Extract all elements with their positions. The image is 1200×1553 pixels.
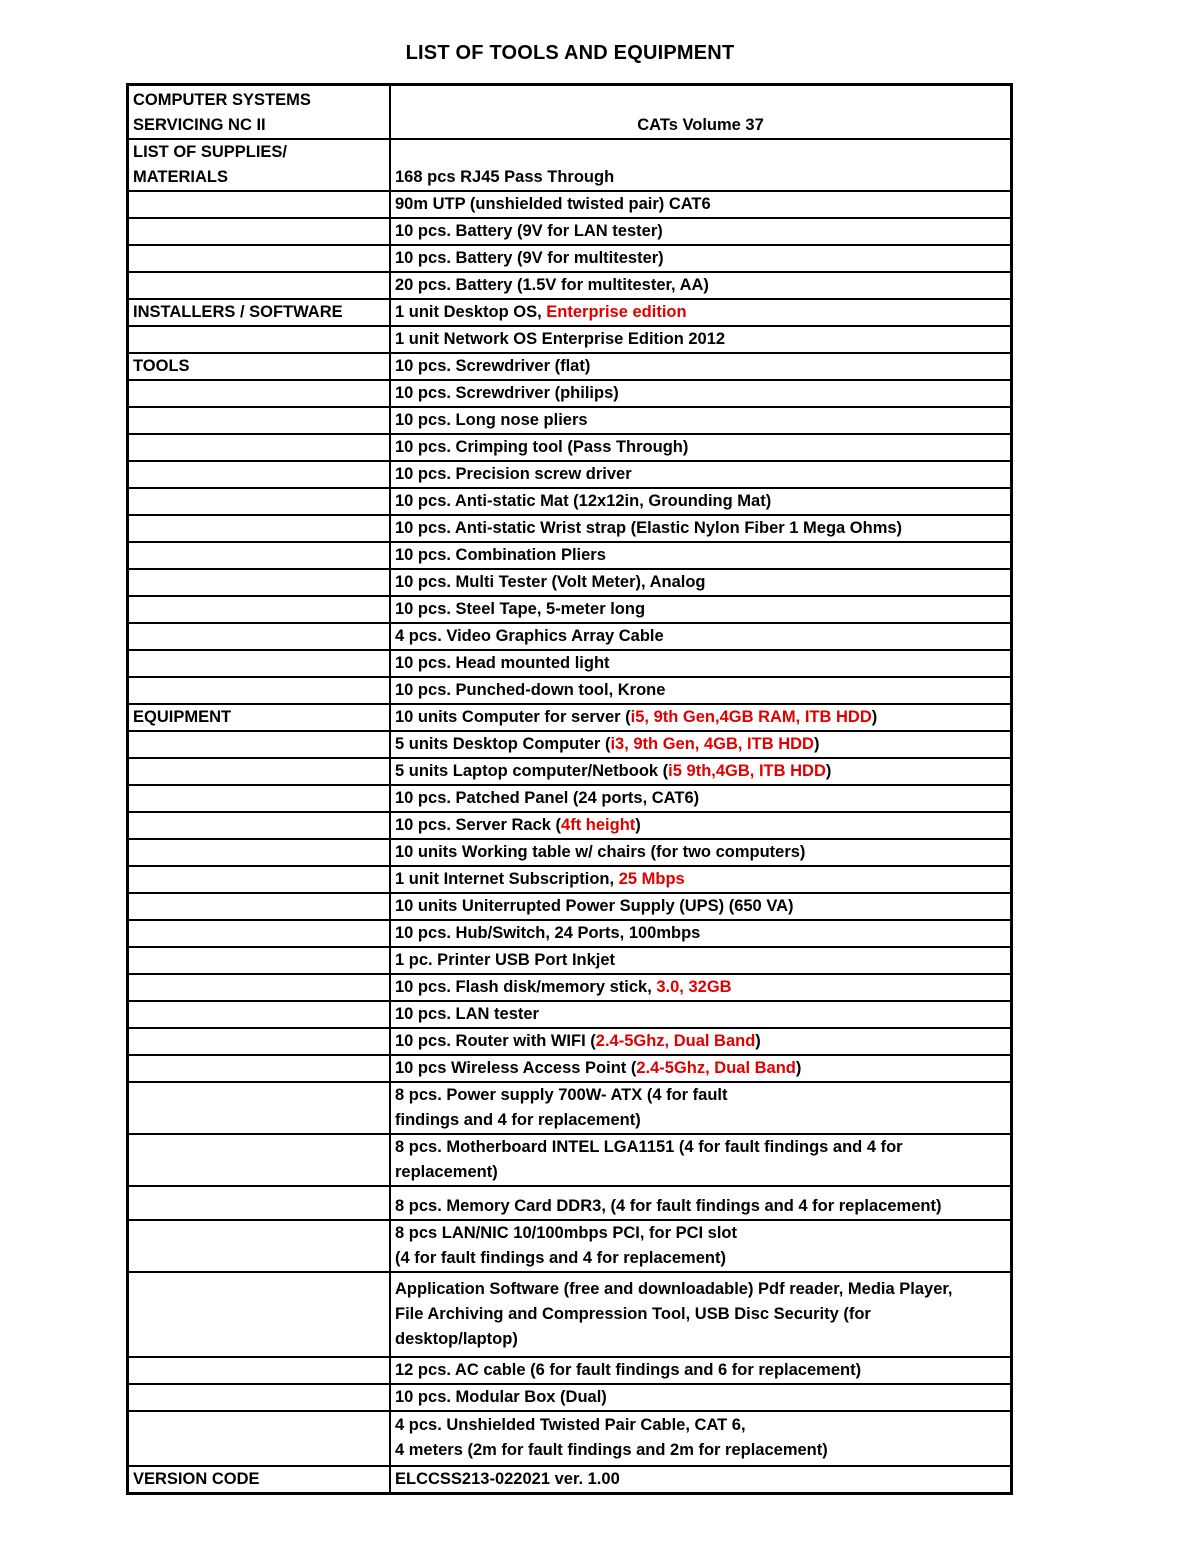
table-row	[128, 1357, 1012, 1384]
item-text: 10 pcs. Punched-down tool, Krone	[395, 680, 666, 699]
table-row	[128, 1186, 1012, 1220]
table-row	[128, 326, 1012, 353]
table-row	[128, 1220, 1012, 1272]
table-row	[128, 1001, 1012, 1028]
category-cell-empty	[128, 920, 391, 947]
volume-cell: CATs Volume 37	[390, 85, 1012, 139]
item-description	[390, 488, 1012, 515]
category-cell-empty	[128, 974, 391, 1001]
category-cell-empty	[128, 569, 391, 596]
item-text: 10 pcs. Battery (9V for LAN tester)	[395, 221, 663, 240]
category-cell-empty	[128, 515, 391, 542]
item-description	[390, 353, 1012, 380]
item-text: 10 pcs. Long nose pliers	[395, 410, 588, 429]
item-description	[390, 380, 1012, 407]
item-description	[390, 139, 1012, 191]
item-description	[390, 812, 1012, 839]
qualification-cell	[128, 85, 391, 139]
item-description	[390, 542, 1012, 569]
item-description	[390, 272, 1012, 299]
table-row	[128, 677, 1012, 704]
category-cell-empty	[128, 542, 391, 569]
item-text: 8 pcs. Memory Card DDR3, (4 for fault findings and 4 for replacement)	[395, 1196, 942, 1215]
item-text: 10 units Uniterrupted Power Supply (UPS) (650 VA)	[395, 896, 794, 915]
item-text: 10 units Computer for server (	[395, 707, 631, 726]
item-text: 4 pcs. Video Graphics Array Cable	[395, 626, 664, 645]
highlighted-spec: 3.0, 32GB	[656, 977, 732, 996]
table-row	[128, 272, 1012, 299]
table-header-row	[128, 85, 1012, 139]
category-cell-empty	[128, 623, 391, 650]
item-description	[390, 1082, 1012, 1134]
item-description	[390, 947, 1012, 974]
table-row	[128, 1055, 1012, 1082]
table-row	[128, 1466, 1012, 1494]
category-cell-empty	[128, 1134, 391, 1186]
item-text: )	[755, 1031, 761, 1050]
table-row	[128, 893, 1012, 920]
category-cell-empty	[128, 1384, 391, 1411]
item-text: 10 pcs. Screwdriver (flat)	[395, 356, 591, 375]
item-description	[390, 1411, 1012, 1466]
item-description	[390, 407, 1012, 434]
qualification-line-2: SERVICING NC II	[133, 115, 266, 134]
table-row	[128, 569, 1012, 596]
item-description-line: findings and 4 for replacement)	[395, 1110, 641, 1129]
item-text: 10 pcs. Combination Pliers	[395, 545, 606, 564]
item-text: 20 pcs. Battery (1.5V for multitester, AA)	[395, 275, 709, 294]
item-description	[390, 191, 1012, 218]
item-text: 10 pcs. Anti-static Wrist strap (Elastic Nylon Fiber 1 Mega Ohms)	[395, 518, 903, 537]
table-row	[128, 785, 1012, 812]
table-row	[128, 1272, 1012, 1357]
item-text: 10 pcs. Screwdriver (philips)	[395, 383, 619, 402]
category-cell-empty	[128, 1082, 391, 1134]
highlighted-spec: 25 Mbps	[618, 869, 685, 888]
item-text: 10 pcs. Steel Tape, 5-meter long	[395, 599, 646, 618]
item-text: 10 pcs. Crimping tool (Pass Through)	[395, 437, 689, 456]
table-row	[128, 1082, 1012, 1134]
table-row	[128, 704, 1012, 731]
item-text: 5 units Desktop Computer (	[395, 734, 611, 753]
category-cell-empty	[128, 1411, 391, 1466]
item-text: )	[871, 707, 878, 726]
item-text: 10 pcs. Patched Panel (24 ports, CAT6)	[395, 788, 700, 807]
category-cell-empty	[128, 1357, 391, 1384]
item-description-line: 8 pcs. Motherboard INTEL LGA1151 (4 for fault findings and 4 for	[395, 1137, 903, 1156]
category-cell-empty	[128, 1028, 391, 1055]
item-description	[390, 1272, 1012, 1357]
category-cell-empty	[128, 1001, 391, 1028]
item-description	[390, 893, 1012, 920]
item-description	[390, 1028, 1012, 1055]
tools-equipment-table	[126, 83, 1013, 1495]
item-description	[390, 596, 1012, 623]
category-label: TOOLS	[128, 353, 391, 380]
item-text: 5 units Laptop computer/Netbook (	[395, 761, 669, 780]
table-row	[128, 650, 1012, 677]
item-text: )	[635, 815, 641, 834]
table-row	[128, 758, 1012, 785]
highlighted-spec: i3, 9th Gen, 4GB, ITB HDD	[610, 734, 814, 753]
qualification-line-1: COMPUTER SYSTEMS	[133, 90, 311, 109]
table-row	[128, 380, 1012, 407]
item-description	[390, 866, 1012, 893]
highlighted-spec: i5 9th,4GB, ITB HDD	[668, 761, 826, 780]
category-cell-empty	[128, 488, 391, 515]
item-description-line: 4 meters (2m for fault findings and 2m for replacement)	[395, 1441, 828, 1459]
category-label: VERSION CODE	[128, 1466, 391, 1494]
item-text: 10 pcs. Flash disk/memory stick,	[395, 977, 657, 996]
category-cell-empty	[128, 1186, 391, 1220]
item-description-line: replacement)	[395, 1162, 498, 1181]
item-text: 12 pcs. AC cable (6 for fault findings and 6 for replacement)	[395, 1360, 862, 1379]
category-cell-empty	[128, 1272, 391, 1357]
table-row	[128, 839, 1012, 866]
table-row	[128, 731, 1012, 758]
table-row	[128, 139, 1012, 191]
item-description	[390, 1466, 1012, 1494]
item-description	[390, 326, 1012, 353]
item-description-line: File Archiving and Compression Tool, USB Disc Security (for	[395, 1304, 871, 1323]
item-text: 10 pcs. Battery (9V for multitester)	[395, 248, 664, 267]
item-description	[390, 974, 1012, 1001]
category-cell-empty	[128, 893, 391, 920]
item-description	[390, 704, 1012, 731]
item-description-line: 4 pcs. Unshielded Twisted Pair Cable, CAT 6,	[395, 1416, 746, 1434]
table-row	[128, 407, 1012, 434]
table-row	[128, 623, 1012, 650]
item-text: ELCCSS213-022021 ver. 1.00	[395, 1469, 620, 1488]
item-description	[390, 623, 1012, 650]
category-cell-empty	[128, 731, 391, 758]
category-cell-empty	[128, 866, 391, 893]
table-row	[128, 866, 1012, 893]
item-text: 10 pcs. Precision screw driver	[395, 464, 632, 483]
highlighted-spec: 2.4-5Ghz, Dual Band	[595, 1031, 756, 1050]
item-description	[390, 677, 1012, 704]
item-description	[390, 461, 1012, 488]
item-text: 10 pcs. Modular Box (Dual)	[395, 1387, 607, 1406]
item-text: 10 pcs. LAN tester	[395, 1004, 539, 1023]
item-text: 168 pcs RJ45 Pass Through	[395, 167, 615, 186]
item-description	[390, 1186, 1012, 1220]
table-row	[128, 1028, 1012, 1055]
category-cell-empty	[128, 272, 391, 299]
category-cell-empty	[128, 785, 391, 812]
item-description	[390, 1384, 1012, 1411]
item-description	[390, 758, 1012, 785]
category-cell-empty	[128, 407, 391, 434]
item-description	[390, 1220, 1012, 1272]
table-row	[128, 353, 1012, 380]
item-text: 10 units Working table w/ chairs (for two computers)	[395, 842, 806, 861]
category-cell-empty	[128, 461, 391, 488]
category-cell-empty	[128, 1220, 391, 1272]
item-description-line: 8 pcs. Power supply 700W- ATX (4 for fault	[395, 1085, 728, 1104]
category-cell-empty	[128, 947, 391, 974]
item-description-line: 8 pcs LAN/NIC 10/100mbps PCI, for PCI slot	[395, 1223, 738, 1242]
table-row	[128, 1411, 1012, 1466]
item-description	[390, 920, 1012, 947]
category-cell-empty	[128, 380, 391, 407]
item-description	[390, 569, 1012, 596]
item-text: )	[813, 734, 820, 753]
item-text: 10 pcs. Anti-static Mat (12x12in, Grounding Mat)	[395, 491, 772, 510]
category-cell-empty	[128, 677, 391, 704]
table-row	[128, 434, 1012, 461]
category-label: LIST OF SUPPLIES/ MATERIALS	[128, 139, 391, 191]
table-row	[128, 515, 1012, 542]
item-description	[390, 218, 1012, 245]
table-row	[128, 542, 1012, 569]
item-description	[390, 515, 1012, 542]
table-row	[128, 596, 1012, 623]
category-cell-empty	[128, 1055, 391, 1082]
item-text: 10 pcs Wireless Access Point (	[395, 1058, 637, 1077]
category-label: INSTALLERS / SOFTWARE	[128, 299, 391, 326]
item-text: 1 pc. Printer USB Port Inkjet	[395, 950, 616, 969]
table-row	[128, 920, 1012, 947]
category-cell-empty	[128, 758, 391, 785]
item-text: 10 pcs. Router with WIFI (	[395, 1031, 596, 1050]
item-description-line: desktop/laptop)	[395, 1329, 518, 1348]
item-text: 1 unit Internet Subscription,	[395, 869, 619, 888]
item-description	[390, 785, 1012, 812]
table-row	[128, 974, 1012, 1001]
table-row	[128, 218, 1012, 245]
item-text: )	[795, 1058, 802, 1077]
item-text: 10 pcs. Multi Tester (Volt Meter), Analog	[395, 572, 706, 591]
item-description	[390, 1055, 1012, 1082]
category-cell-empty	[128, 812, 391, 839]
category-cell-empty	[128, 650, 391, 677]
item-text: 10 pcs. Server Rack (	[395, 815, 562, 834]
item-text: )	[825, 761, 832, 780]
item-text: 10 pcs. Hub/Switch, 24 Ports, 100mbps	[395, 923, 701, 942]
category-cell-empty	[128, 191, 391, 218]
table-row	[128, 1384, 1012, 1411]
category-cell-empty	[128, 326, 391, 353]
item-text: 1 unit Network OS Enterprise Edition 2012	[395, 329, 726, 348]
highlighted-spec: 2.4-5Ghz, Dual Band	[636, 1058, 796, 1077]
table-row	[128, 245, 1012, 272]
item-description-line: Application Software (free and downloadable) Pdf reader, Media Player,	[395, 1279, 953, 1298]
table-row	[128, 488, 1012, 515]
item-description	[390, 1134, 1012, 1186]
page-title: LIST OF TOOLS AND EQUIPMENT	[405, 42, 735, 64]
highlighted-spec: 4ft height	[561, 815, 636, 834]
item-description-line: (4 for fault findings and 4 for replacement)	[395, 1248, 726, 1267]
item-description	[390, 731, 1012, 758]
item-description	[390, 650, 1012, 677]
table-row	[128, 191, 1012, 218]
highlighted-spec: i5, 9th Gen,4GB RAM, ITB HDD	[630, 707, 872, 726]
item-description	[390, 839, 1012, 866]
category-cell-empty	[128, 218, 391, 245]
category-label: EQUIPMENT	[128, 704, 391, 731]
table-row	[128, 812, 1012, 839]
category-cell-empty	[128, 434, 391, 461]
table-row	[128, 299, 1012, 326]
table-row	[128, 947, 1012, 974]
item-text: 90m UTP (unshielded twisted pair) CAT6	[395, 194, 711, 213]
table-row	[128, 461, 1012, 488]
category-cell-empty	[128, 596, 391, 623]
category-cell-empty	[128, 839, 391, 866]
item-description	[390, 245, 1012, 272]
highlighted-spec: Enterprise edition	[546, 302, 687, 321]
item-description	[390, 1001, 1012, 1028]
item-text: 10 pcs. Head mounted light	[395, 653, 610, 672]
table-row	[128, 1134, 1012, 1186]
item-text: 1 unit Desktop OS,	[395, 302, 547, 321]
category-cell-empty	[128, 245, 391, 272]
item-description	[390, 299, 1012, 326]
item-description	[390, 1357, 1012, 1384]
item-description	[390, 434, 1012, 461]
